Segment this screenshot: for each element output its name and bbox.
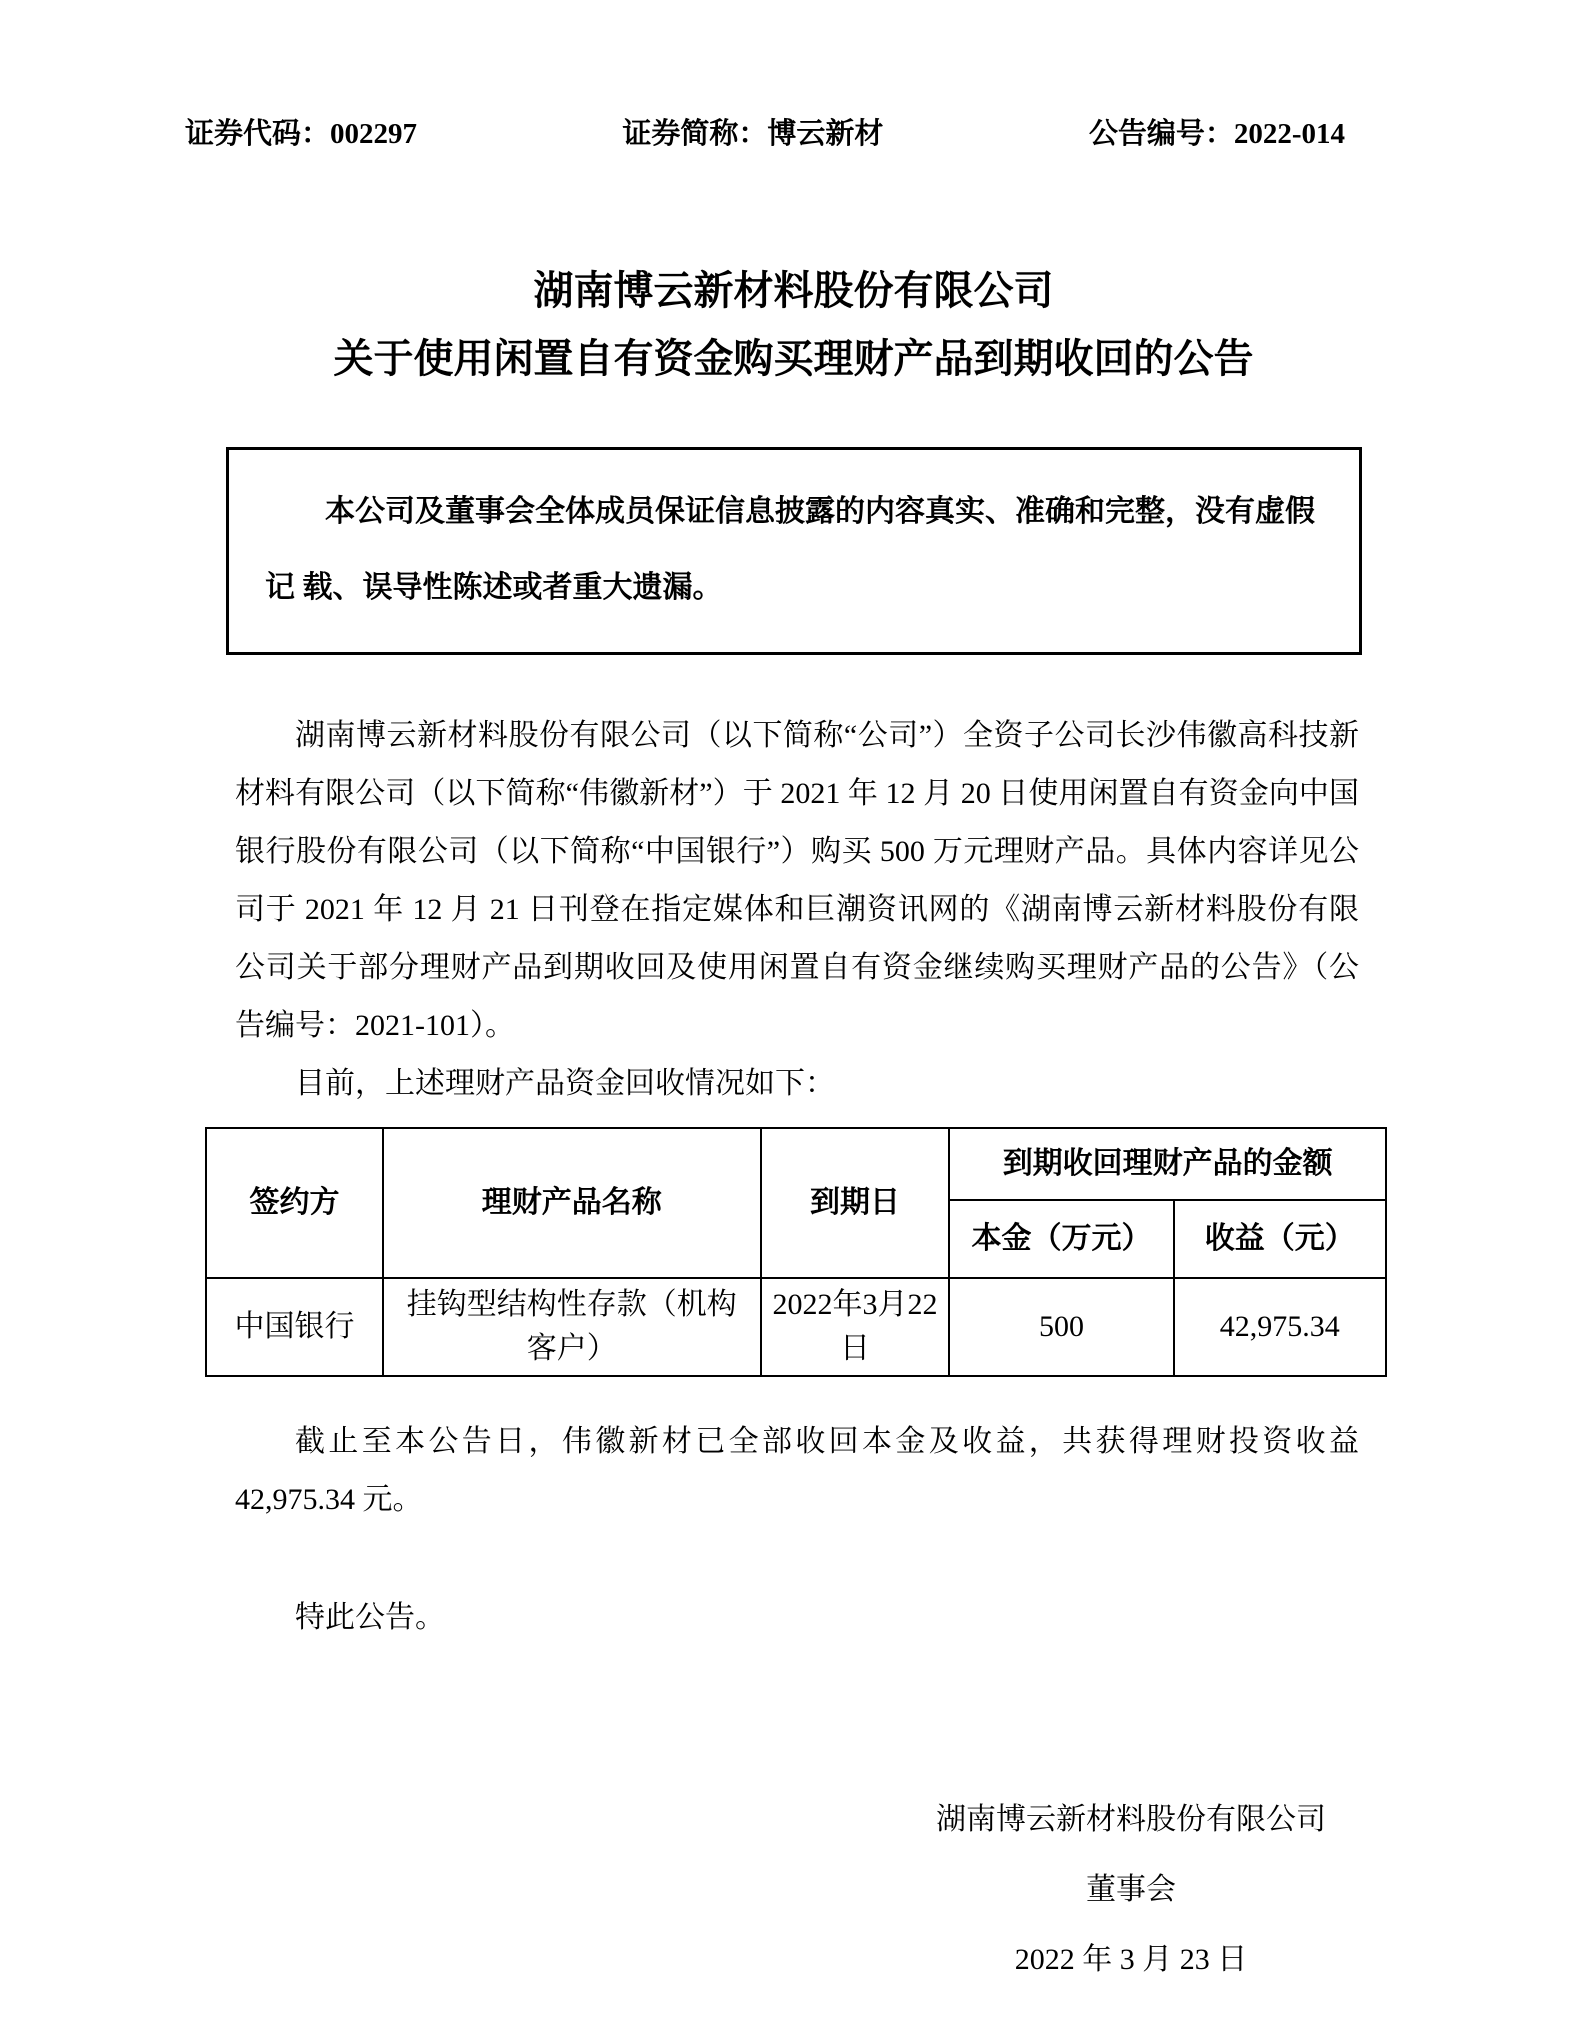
table-header-amount-group: 到期收回理财产品的金额 [949,1128,1386,1200]
table-header-principal: 本金（万元） [949,1200,1173,1278]
company-title: 湖南博云新材料股份有限公司 [533,268,1054,313]
table-header-income: 收益（元） [1174,1200,1386,1278]
table-header-row-1 [206,1128,1386,1200]
table-row [206,1278,1386,1376]
closing-text [235,1413,1359,1647]
disclaimer-line-2: 记 载、误导性陈述或者重大遗漏。 [265,571,723,604]
stock-name-label: 证券简称：博云新材 [622,118,884,150]
signature-board: 董事会 [1086,1873,1176,1906]
signature-date: 2022 年 3 月 23 日 [1014,1943,1248,1976]
cell-principal: 500 [949,1278,1173,1376]
table-header-maturity: 到期日 [761,1128,950,1278]
announcement-title: 关于使用闲置自有资金购买理财产品到期收回的公告 [333,336,1254,381]
document-body [0,447,1587,1995]
table-header-party: 签约方 [206,1128,383,1278]
paragraph-summary: 截止至本公告日，伟徽新材已全部收回本金及收益，共获得理财投资收益 42,975.34 元。 [235,1425,1359,1516]
announcement-number-label: 公告编号：2022-014 [1088,118,1345,150]
stock-code-label: 证券代码：002297 [185,118,418,150]
board-disclaimer-box [226,447,1362,655]
securities-info-line [0,0,1587,157]
cell-product: 挂钩型结构性存款（机构客户） [383,1278,761,1376]
table-header-product: 理财产品名称 [383,1128,761,1278]
signature-company: 湖南博云新材料股份有限公司 [936,1803,1326,1836]
paragraph-background: 湖南博云新材料股份有限公司（以下简称“公司”）全资子公司长沙伟徽高科技新材料有限公司（以下简称“伟徽新材”）于 2021 年 12 月 20 日使用闲置自有资金向中国银行股份有限公司（以下简称“中国银行”）购买 500 万元理财产品。具体内容详见公司于 2021 年 12 月 21 日刊登在指定媒体和巨潮资讯网的《湖南博云新材料股份有限公司关于部分理财产品到期收回及使用闲置自有资金继续购买理财产品的公告》（公告编号：2021-101）。 [235,719,1359,1042]
disclaimer-line-1: 本公司及董事会全体成员保证信息披露的内容真实、准确和完整，没有虚假 [325,495,1315,528]
cell-party: 中国银行 [206,1278,383,1376]
paragraph-notice: 特此公告。 [295,1601,445,1634]
main-text [235,707,1359,1113]
recovery-table [205,1127,1387,1377]
cell-income: 42,975.34 [1174,1278,1386,1376]
signature-block [911,1785,1351,1995]
cell-maturity: 2022年3月22日 [761,1278,950,1376]
paragraph-intro-table: 目前，上述理财产品资金回收情况如下： [295,1067,835,1100]
